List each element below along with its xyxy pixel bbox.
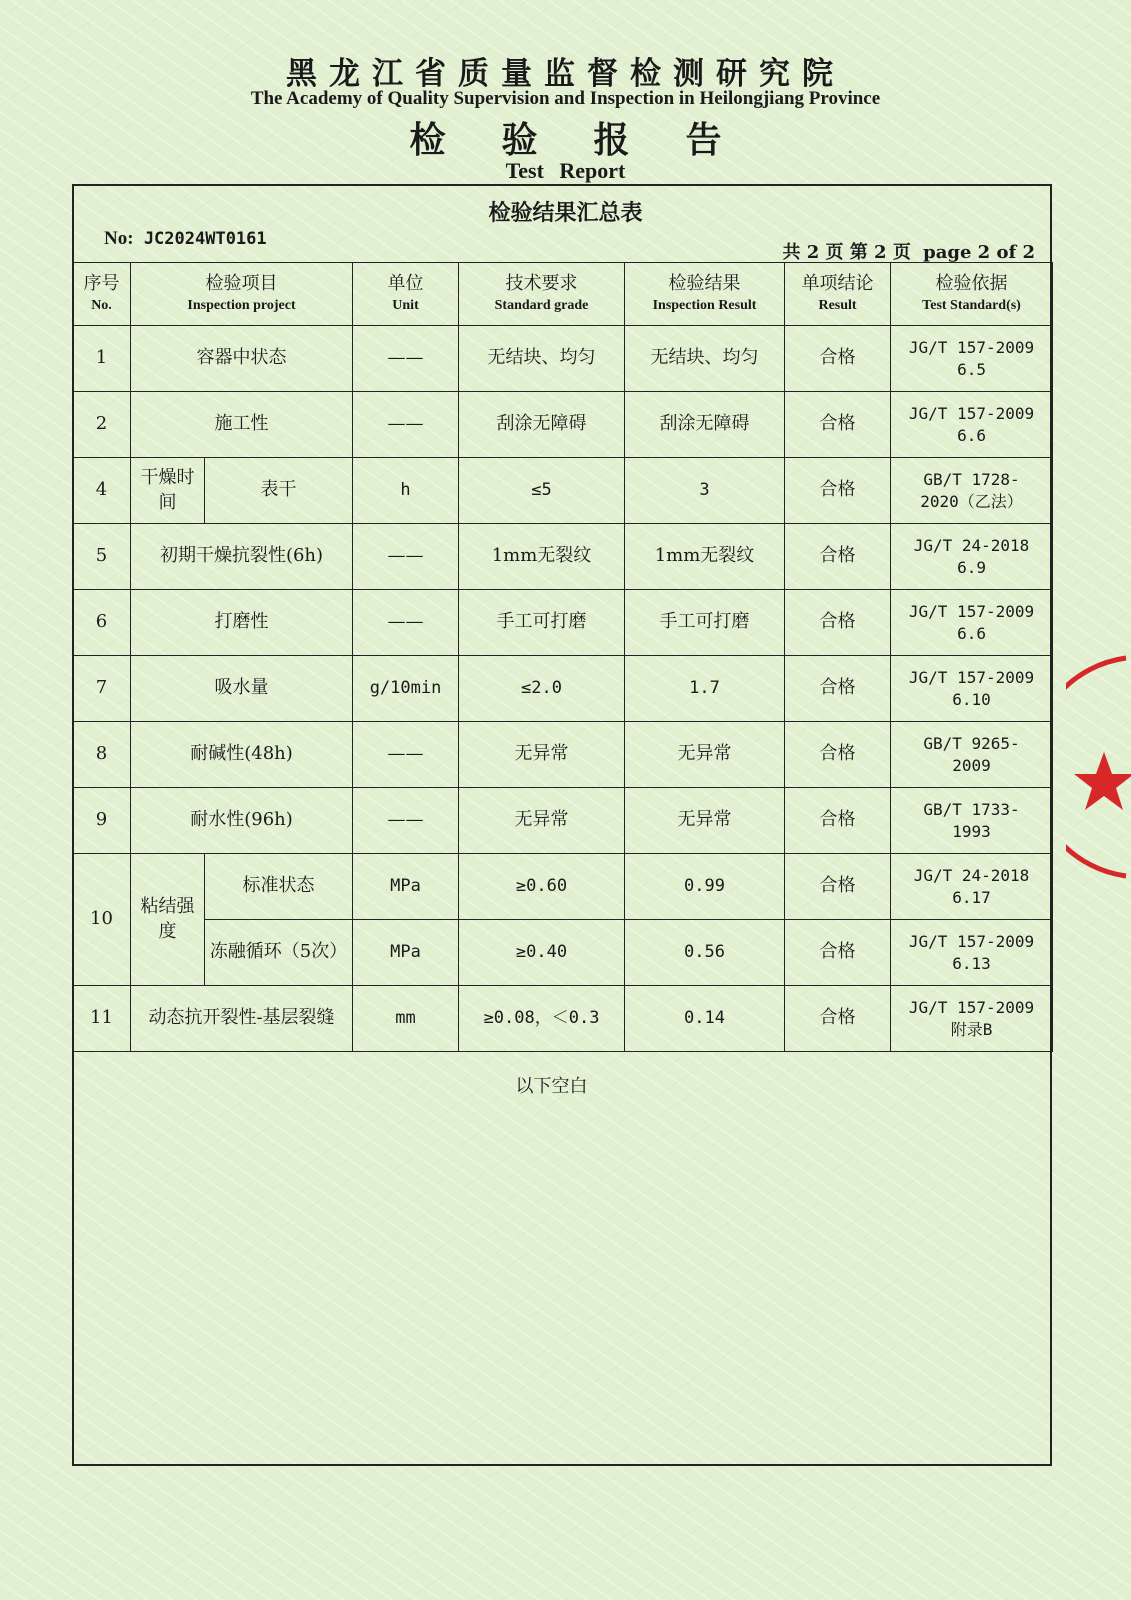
cell-standard: ≥0.40 — [459, 920, 625, 986]
cell-item: 表干 — [205, 458, 353, 524]
report-number-label: No: — [104, 228, 134, 249]
cell-unit: —— — [353, 326, 459, 392]
table-row — [73, 524, 1053, 590]
cell-result: 无异常 — [625, 788, 785, 854]
cell-no: 1 — [73, 326, 131, 392]
summary-title: 检验结果汇总表 — [488, 200, 643, 226]
cell-no: 7 — [73, 656, 131, 722]
cell-unit: —— — [353, 722, 459, 788]
cell-unit: —— — [353, 590, 459, 656]
cell-item: 吸水量 — [131, 656, 353, 722]
page-info-en: page 2 of 2 — [923, 242, 1035, 263]
cell-unit: g/10min — [353, 656, 459, 722]
cell-unit: h — [353, 458, 459, 524]
cell-item-group: 粘结强度 — [131, 854, 205, 986]
table-row — [73, 854, 1053, 920]
cell-standard: ≥0.60 — [459, 854, 625, 920]
col-header-no: 序号 No. — [73, 263, 131, 326]
report-number-value: JC2024WT0161 — [143, 229, 267, 249]
cell-standard: 无结块、均匀 — [459, 326, 625, 392]
cell-basis: GB/T 9265- 2009 — [891, 722, 1053, 788]
cell-basis: JG/T 157-2009 6.6 — [891, 590, 1053, 656]
cell-result: 0.56 — [625, 920, 785, 986]
table-row — [73, 590, 1053, 656]
cell-standard: ≤5 — [459, 458, 625, 524]
cell-conclusion: 合格 — [785, 458, 891, 524]
cell-standard: 手工可打磨 — [459, 590, 625, 656]
cell-item: 耐碱性(48h) — [131, 722, 353, 788]
table-row — [73, 920, 1053, 986]
cell-item: 标准状态 — [205, 854, 353, 920]
cell-result: 1mm无裂纹 — [625, 524, 785, 590]
col-header-result: 检验结果 Inspection Result — [625, 263, 785, 326]
institute-name-en: The Academy of Quality Supervision and Inspection in Heilongjiang Province — [250, 88, 881, 109]
cell-basis: JG/T 24-2018 6.9 — [891, 524, 1053, 590]
col-header-standard: 技术要求 Standard grade — [459, 263, 625, 326]
cell-basis: JG/T 157-2009 6.13 — [891, 920, 1053, 986]
cell-item: 动态抗开裂性-基层裂缝 — [131, 986, 353, 1052]
cell-conclusion: 合格 — [785, 524, 891, 590]
cell-result: 1.7 — [625, 656, 785, 722]
cell-result: 刮涂无障碍 — [625, 392, 785, 458]
cell-result: 3 — [625, 458, 785, 524]
table-row — [73, 656, 1053, 722]
cell-standard: 无异常 — [459, 788, 625, 854]
cell-item: 容器中状态 — [131, 326, 353, 392]
cell-unit: —— — [353, 788, 459, 854]
seal-icon — [1066, 654, 1131, 880]
cell-conclusion: 合格 — [785, 326, 891, 392]
report-title-cn: 检验报告 — [409, 119, 778, 161]
table-row — [73, 326, 1053, 392]
cell-item: 施工性 — [131, 392, 353, 458]
cell-standard: ≤2.0 — [459, 656, 625, 722]
table-row — [73, 392, 1053, 458]
cell-result: 无结块、均匀 — [625, 326, 785, 392]
col-header-item: 检验项目 Inspection project — [131, 263, 353, 326]
cell-standard: 刮涂无障碍 — [459, 392, 625, 458]
cell-result: 0.14 — [625, 986, 785, 1052]
cell-no: 10 — [73, 854, 131, 986]
page-info-cn: 共 2 页 第 2 页 — [782, 242, 911, 263]
table-row — [73, 722, 1053, 788]
cell-basis: GB/T 1728- 2020（乙法） — [891, 458, 1053, 524]
cell-conclusion: 合格 — [785, 656, 891, 722]
cell-standard: 1mm无裂纹 — [459, 524, 625, 590]
official-seal-fragment — [1066, 654, 1131, 880]
cell-unit: —— — [353, 392, 459, 458]
blank-below-note: 以下空白 — [515, 1076, 588, 1097]
cell-conclusion: 合格 — [785, 920, 891, 986]
table-header-row — [73, 263, 1053, 326]
col-header-basis: 检验依据 Test Standard(s) — [891, 263, 1053, 326]
col-header-conclusion: 单项结论 Result — [785, 263, 891, 326]
cell-standard: 无异常 — [459, 722, 625, 788]
cell-item: 打磨性 — [131, 590, 353, 656]
cell-conclusion: 合格 — [785, 854, 891, 920]
cell-basis: JG/T 157-2009 6.10 — [891, 656, 1053, 722]
page-info — [776, 238, 1035, 264]
cell-conclusion: 合格 — [785, 590, 891, 656]
cell-no: 11 — [73, 986, 131, 1052]
cell-result: 无异常 — [625, 722, 785, 788]
cell-basis: JG/T 157-2009 6.5 — [891, 326, 1053, 392]
cell-result: 0.99 — [625, 854, 785, 920]
cell-item: 初期干燥抗裂性(6h) — [131, 524, 353, 590]
cell-basis: GB/T 1733- 1993 — [891, 788, 1053, 854]
cell-conclusion: 合格 — [785, 392, 891, 458]
institute-name-cn: 黑龙江省质量监督检测研究院 — [286, 56, 845, 92]
cell-item: 冻融循环（5次） — [205, 920, 353, 986]
cell-basis: JG/T 24-2018 6.17 — [891, 854, 1053, 920]
results-table — [72, 262, 1053, 1052]
cell-no: 4 — [73, 458, 131, 524]
cell-no: 2 — [73, 392, 131, 458]
cell-result: 手工可打磨 — [625, 590, 785, 656]
cell-conclusion: 合格 — [785, 788, 891, 854]
cell-no: 6 — [73, 590, 131, 656]
cell-no: 5 — [73, 524, 131, 590]
cell-conclusion: 合格 — [785, 722, 891, 788]
cell-unit: mm — [353, 986, 459, 1052]
table-row — [73, 986, 1053, 1052]
table-row — [73, 788, 1053, 854]
report-title-en: Test Report — [505, 158, 626, 183]
cell-no: 9 — [73, 788, 131, 854]
cell-basis: JG/T 157-2009 6.6 — [891, 392, 1053, 458]
col-header-unit: 单位 Unit — [353, 263, 459, 326]
cell-standard: ≥0.08，＜0.3 — [459, 986, 625, 1052]
cell-unit: —— — [353, 524, 459, 590]
cell-basis: JG/T 157-2009 附录B — [891, 986, 1053, 1052]
cell-no: 8 — [73, 722, 131, 788]
cell-conclusion: 合格 — [785, 986, 891, 1052]
cell-unit: MPa — [353, 920, 459, 986]
cell-unit: MPa — [353, 854, 459, 920]
cell-item: 耐水性(96h) — [131, 788, 353, 854]
table-row — [73, 458, 1053, 524]
report-number — [104, 228, 267, 250]
cell-item-group: 干燥时间 — [131, 458, 205, 524]
